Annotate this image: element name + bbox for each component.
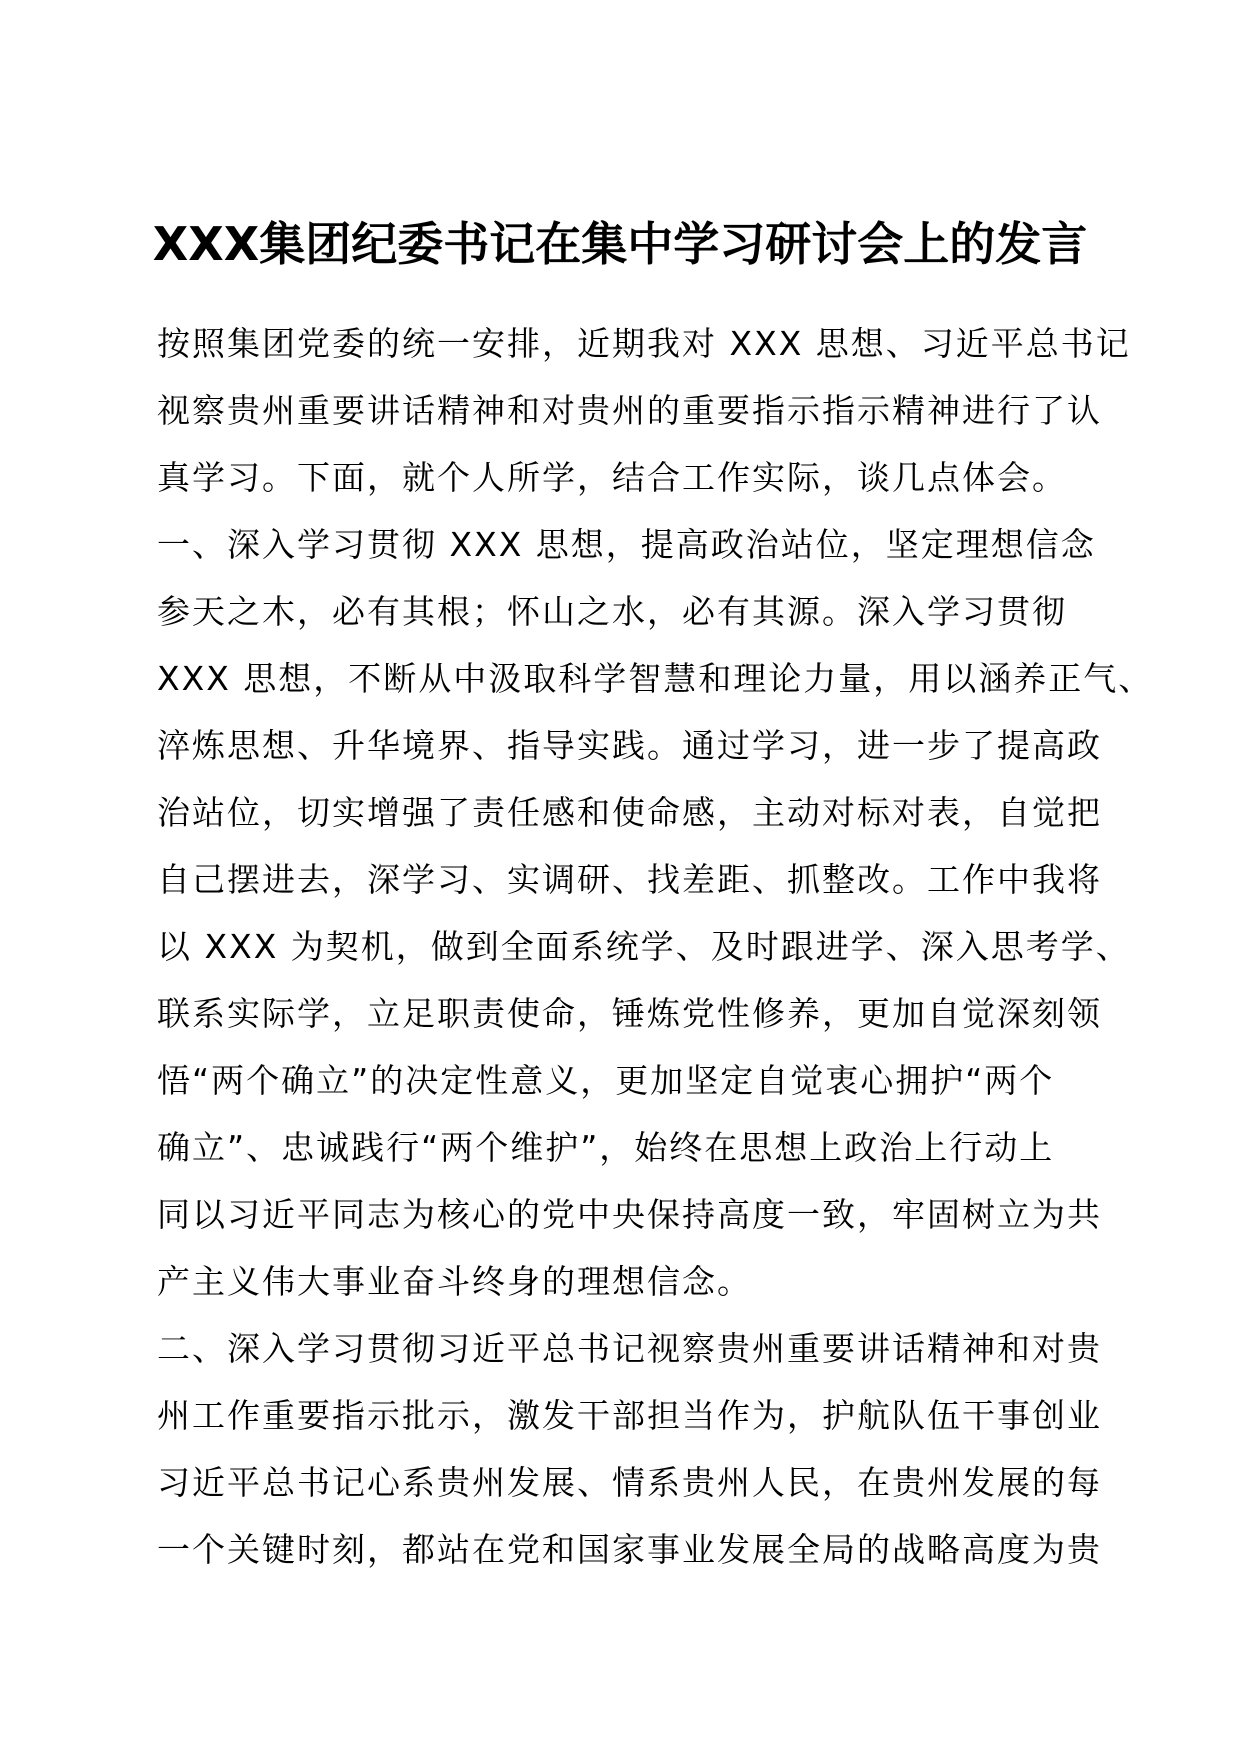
body-line: 参天之木，必有其根；怀山之水，必有其源。深入学习贯彻 [157, 592, 1067, 631]
body-line: 确立”、忠诚践行“两个维护”，始终在思想上政治上行动上 [157, 1128, 1055, 1167]
document-title: XXX集团纪委书记在集中学习研讨会上的发言 [152, 217, 1088, 271]
body-line: 悟“两个确立”的决定性意义，更加坚定自觉衷心拥护“两个 [157, 1061, 1055, 1100]
body-line: 真学习。下面，就个人所学，结合工作实际，谈几点体会。 [157, 458, 1067, 497]
body-line: 治站位，切实增强了责任感和使命感，主动对标对表，自觉把 [157, 793, 1102, 832]
section-heading-2: 二、深入学习贯彻习近平总书记视察贵州重要讲话精神和对贵 [157, 1329, 1102, 1368]
body-line: 自己摆进去，深学习、实调研、找差距、抓整改。工作中我将 [157, 860, 1102, 899]
section-heading-1: 一、深入学习贯彻 XXX 思想，提高政治站位，坚定理想信念 [157, 525, 1096, 564]
body-line: 同以习近平同志为核心的党中央保持高度一致，牢固树立为共 [157, 1195, 1102, 1234]
body-line: 视察贵州重要讲话精神和对贵州的重要指示指示精神进行了认 [157, 391, 1102, 430]
body-line: 产主义伟大事业奋斗终身的理想信念。 [157, 1262, 752, 1301]
body-line: 按照集团党委的统一安排，近期我对 XXX 思想、习近平总书记 [157, 324, 1131, 363]
body-line: XXX 思想，不断从中汲取科学智慧和理论力量，用以涵养正气、 [157, 659, 1154, 698]
body-line: 习近平总书记心系贵州发展、情系贵州人民，在贵州发展的每 [157, 1463, 1102, 1502]
document-body [157, 310, 1154, 1583]
section-heading-2-continued: 州工作重要指示批示，激发干部担当作为，护航队伍干事创业 [157, 1396, 1102, 1435]
body-line: 一个关键时刻，都站在党和国家事业发展全局的战略高度为贵 [157, 1530, 1102, 1569]
body-line: 淬炼思想、升华境界、指导实践。通过学习，进一步了提高政 [157, 726, 1102, 765]
body-line: 联系实际学，立足职责使命，锤炼党性修养，更加自觉深刻领 [157, 994, 1102, 1033]
body-line: 以 XXX 为契机，做到全面系统学、及时跟进学、深入思考学、 [157, 927, 1131, 966]
